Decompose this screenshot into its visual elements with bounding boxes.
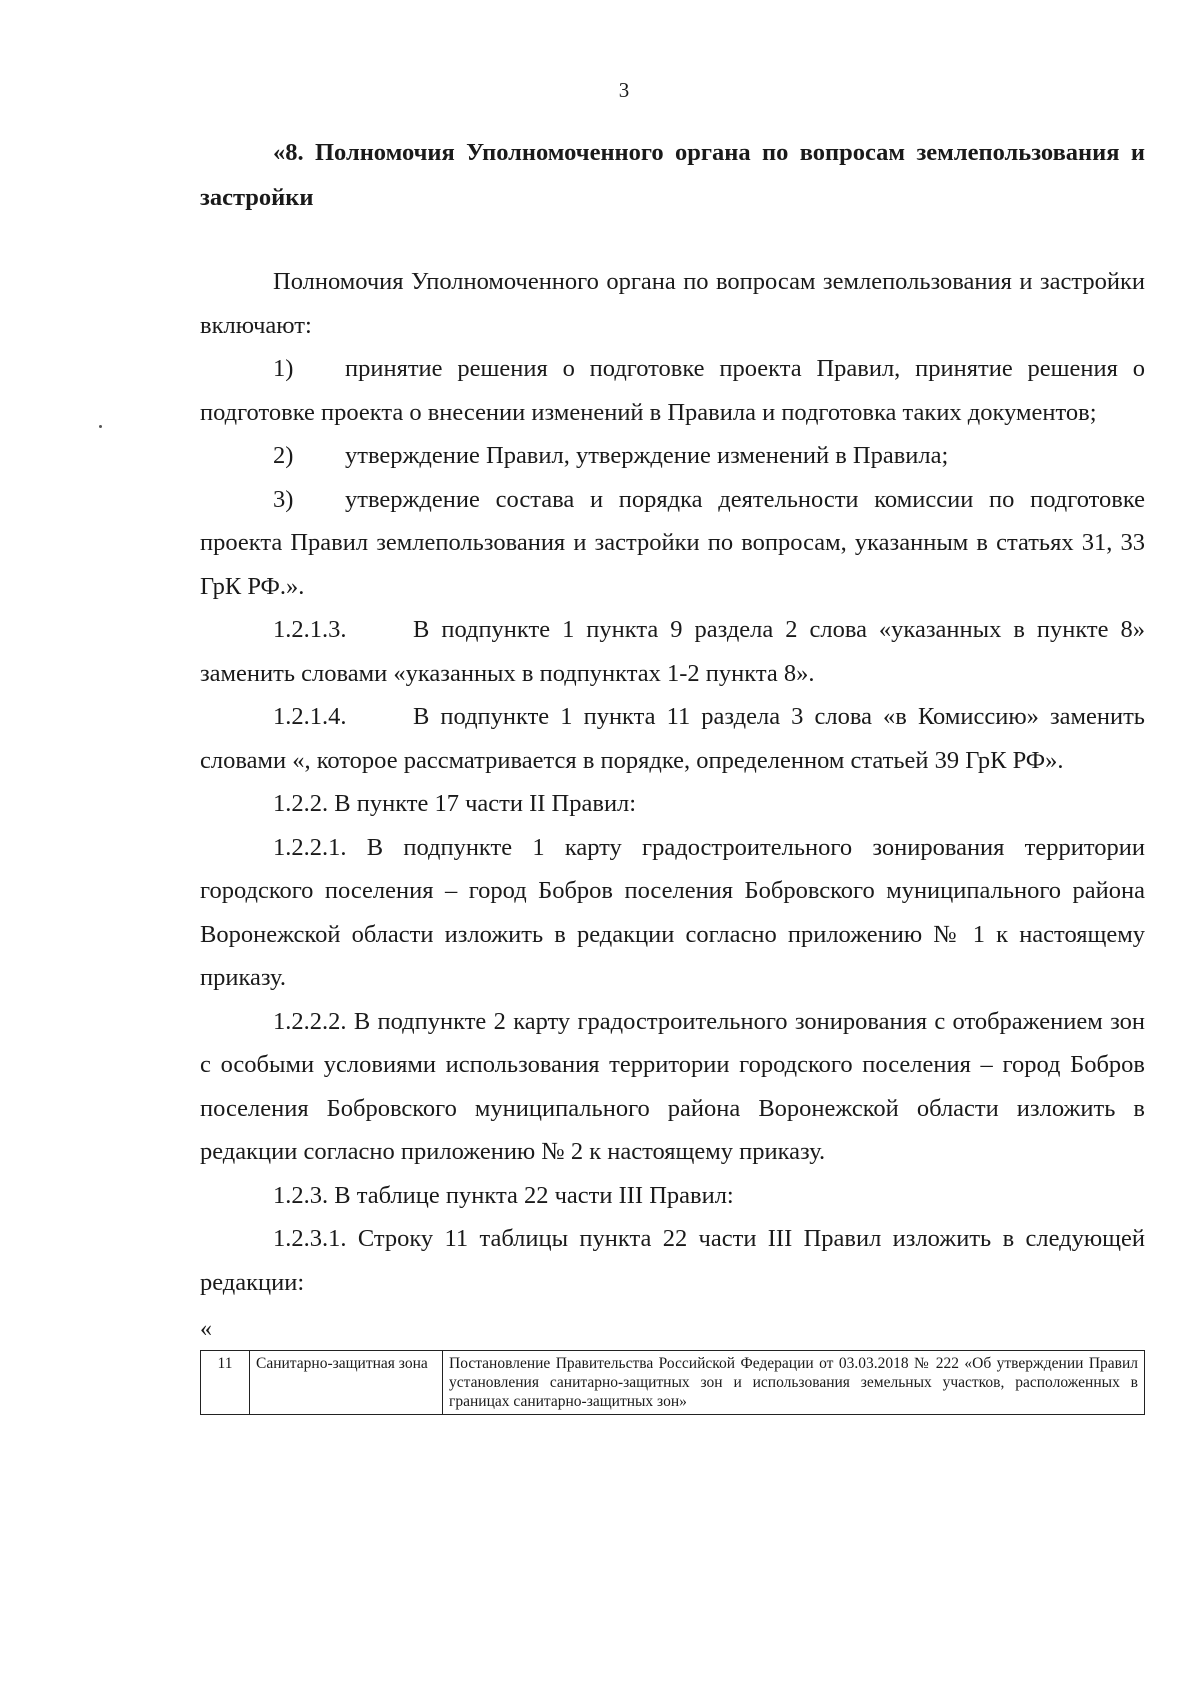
scan-speck	[99, 425, 102, 428]
clause-1-2-2-1: 1.2.2.1. В подпункте 1 карту градостроительного зонирования территории городского поселения – город Бобров поселения Бобровского муниципального района Воронежской области изложить в редакции согласно приложению № 1 к настоящему приказу.	[200, 833, 1145, 991]
list-item-text: утверждение Правил, утверждение изменений в Правила;	[345, 442, 949, 469]
list-item-text: утверждение состава и порядка деятельности комиссии по подготовке проекта Правил землепользования и застройки по вопросам, указанным в статьях 31, 33 ГрК РФ.».	[200, 485, 1145, 600]
list-item-3	[200, 478, 1145, 609]
list-item-number: 1)	[273, 355, 294, 382]
clause-1-2-3-1: 1.2.3.1. Строку 11 таблицы пункта 22 части III Правил изложить в следующей редакции:	[200, 1225, 1145, 1296]
table-cell-number: 11	[201, 1351, 250, 1415]
table-cell-basis: Постановление Правительства Российской Федерации от 03.03.2018 № 222 «Об утверждении Правил установления санитарно-защитных зон и использования земельных участков, расположенных в границах санитарно-защитных зон»	[443, 1351, 1145, 1415]
clause-1-2-1-4	[200, 695, 1145, 782]
table-cell-zone: Санитарно-защитная зона	[250, 1351, 443, 1415]
list-item-text: принятие решения о подготовке проекта Правил, принятие решения о подготовке проекта о внесении изменений в Правила и подготовка таких документов;	[200, 355, 1145, 426]
clause-text: В подпункте 1 пункта 9 раздела 2 слова «указанных в пункте 8» заменить словами «указанных в подпунктах 1-2 пункта 8».	[200, 616, 1145, 687]
clause-text: В подпункте 1 пункта 11 раздела 3 слова «в Комиссию» заменить словами «, которое рассматривается в порядке, определенном статьей 39 ГрК РФ».	[200, 703, 1145, 774]
table-row	[201, 1351, 1145, 1415]
intro-paragraph: Полномочия Уполномоченного органа по вопросам землепользования и застройки включают:	[200, 268, 1145, 339]
clause-1-2-2-2: 1.2.2.2. В подпункте 2 карту градостроительного зонирования с отображением зон с особыми условиями использования территории городского поселения – город Бобров поселения Бобровского муниципального района Воронежской области изложить в редакции согласно приложению № 2 к настоящему приказу.	[200, 1007, 1145, 1165]
clause-number: 1.2.1.3.	[273, 616, 347, 643]
page-number: 3	[618, 78, 630, 102]
list-item-number: 2)	[273, 442, 294, 469]
table-open-quote: «	[200, 1316, 212, 1342]
document-body	[200, 130, 1145, 1415]
clause-1-2-1-3	[200, 608, 1145, 695]
clause-number: 1.2.1.4.	[273, 703, 347, 730]
list-item-2	[200, 434, 1145, 478]
zones-table	[200, 1350, 1145, 1415]
list-item-1	[200, 347, 1145, 434]
section-heading: «8. Полномочия Уполномоченного органа по вопросам землепользования и застройки	[200, 139, 1145, 211]
clause-1-2-2: 1.2.2. В пункте 17 части II Правил:	[273, 790, 637, 817]
clause-1-2-3: 1.2.3. В таблице пункта 22 части III Правил:	[273, 1181, 734, 1209]
list-item-number: 3)	[273, 485, 294, 513]
